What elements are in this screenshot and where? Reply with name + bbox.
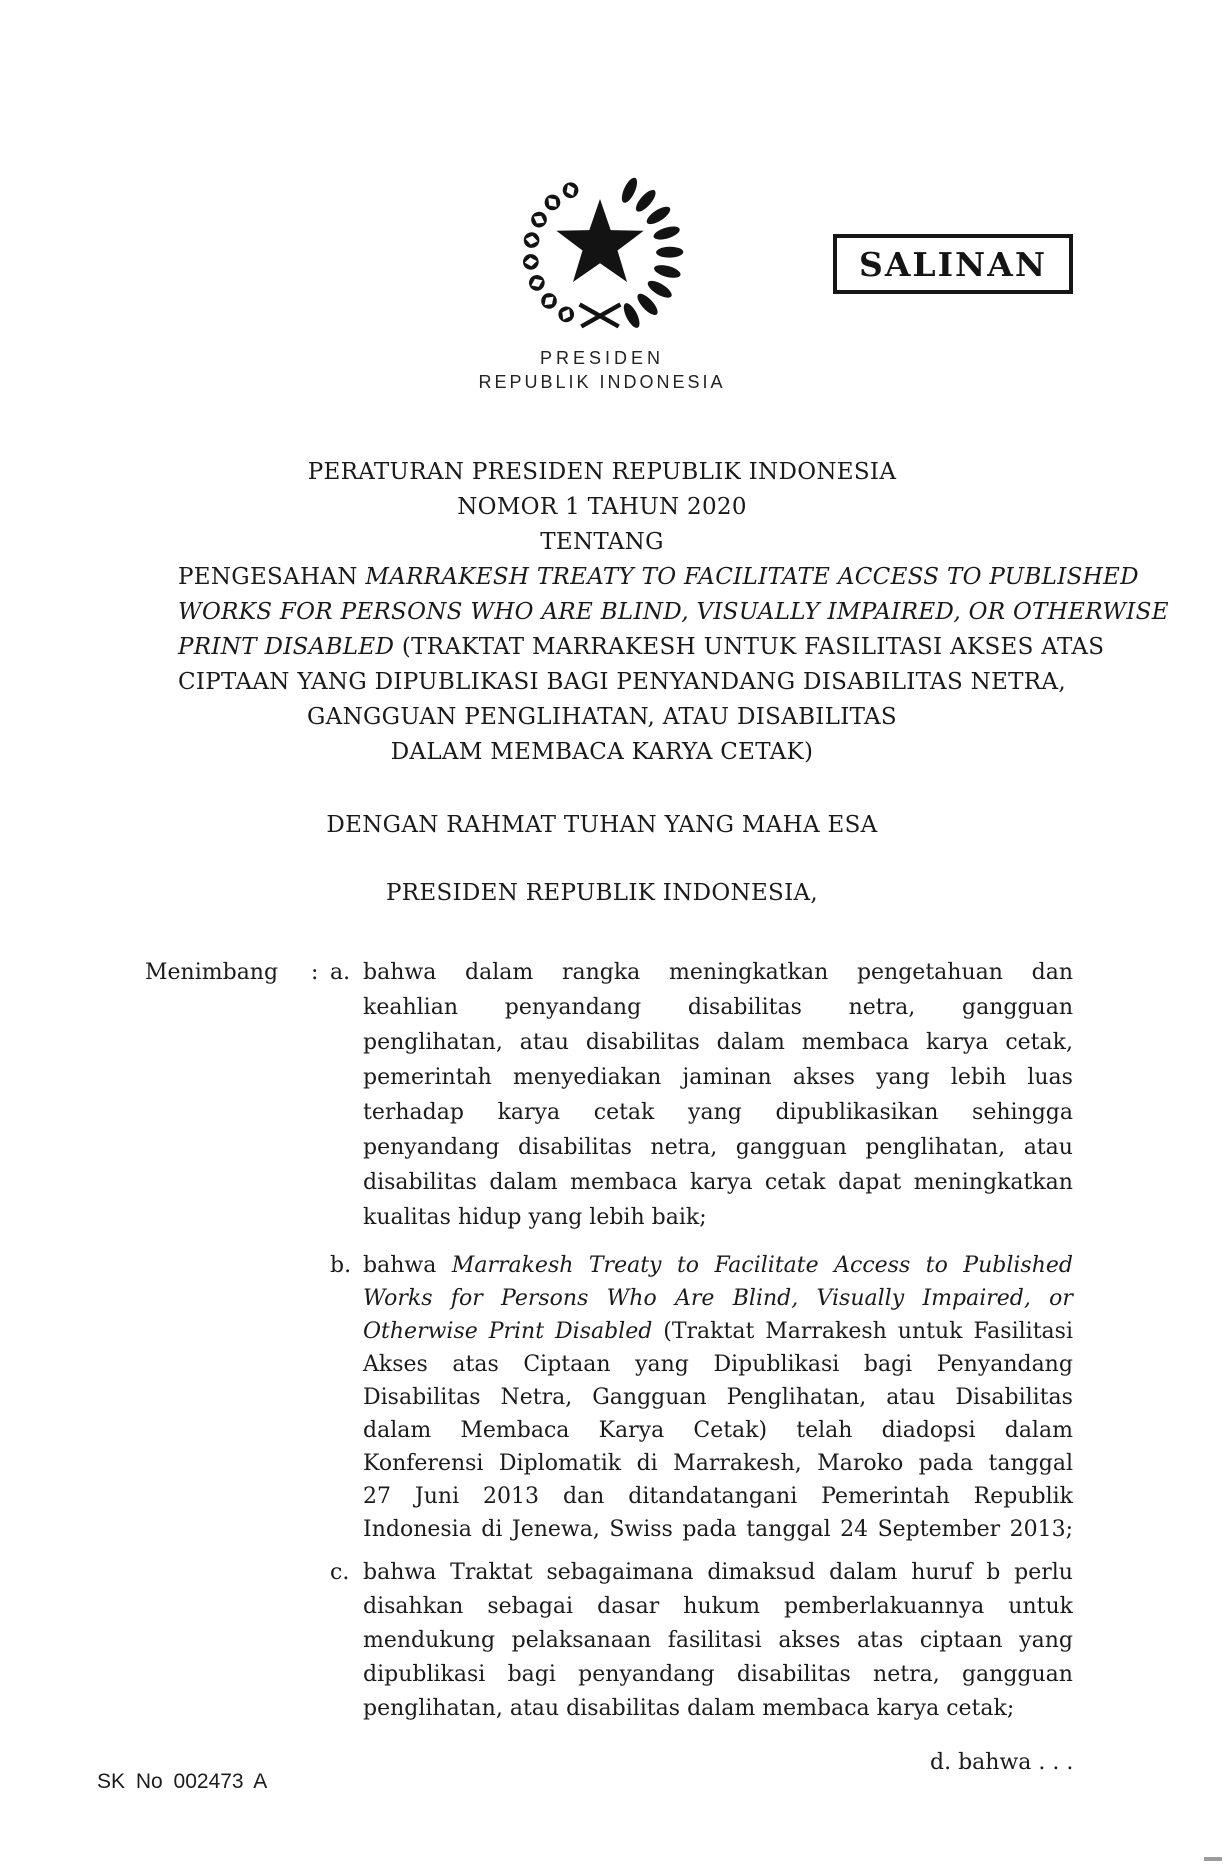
consideration-line: 27 Juni 2013 dan ditandatangani Pemerintah Republik <box>363 1484 1073 1509</box>
consideration-line: dalam Membaca Karya Cetak) telah diadopsi dalam <box>363 1418 1073 1443</box>
title-block <box>178 455 1169 770</box>
invocation-line: DENGAN RAHMAT TUHAN YANG MAHA ESA <box>326 812 878 838</box>
consideration-line: Otherwise Print Disabled (Traktat Marrakesh untuk Fasilitasi <box>363 1319 1073 1344</box>
consideration-line: Akses atas Ciptaan yang Dipublikasi bagi Penyandang <box>363 1352 1073 1377</box>
menimbang-label: Menimbang <box>145 960 279 985</box>
consideration-line: penglihatan, atau disabilitas dalam membaca karya cetak; <box>363 1696 1015 1721</box>
title-line-8: GANGGUAN PENGLIHATAN, ATAU DISABILITAS <box>307 704 897 730</box>
title-line-7: CIPTAAN YANG DIPUBLIKASI BAGI PENYANDANG DISABILITAS NETRA, <box>178 669 1066 695</box>
consideration-letter-a: a. <box>330 960 351 985</box>
consideration-line: mendukung pelaksanaan fasilitasi akses atas ciptaan yang <box>363 1628 1073 1653</box>
consideration-line: kualitas hidup yang lebih baik; <box>363 1205 707 1230</box>
catchword: d. bahwa . . . <box>930 1750 1074 1775</box>
authority-line: PRESIDEN REPUBLIK INDONESIA, <box>386 880 818 906</box>
consideration-line: bahwa Traktat sebagaimana dimaksud dalam huruf b perlu <box>363 1560 1073 1585</box>
consideration-line: penglihatan, atau disabilitas dalam membaca karya cetak, <box>363 1030 1073 1055</box>
consideration-line: Konferensi Diplomatik di Marrakesh, Maroko pada tanggal <box>363 1451 1073 1476</box>
title-line-5: WORKS FOR PERSONS WHO ARE BLIND, VISUALLY IMPAIRED, OR OTHERWISE <box>178 599 1169 625</box>
consideration-line: terhadap karya cetak yang dipublikasikan sehingga <box>363 1100 1073 1125</box>
consideration-letter-b: b. <box>330 1253 352 1278</box>
consideration-line: Indonesia di Jenewa, Swiss pada tanggal 24 September 2013; <box>363 1517 1073 1542</box>
letterhead-line1: PRESIDEN <box>539 348 665 368</box>
consideration-line: bahwa dalam rangka meningkatkan pengetahuan dan <box>363 960 1073 985</box>
title-line-1: PERATURAN PRESIDEN REPUBLIK INDONESIA <box>307 459 897 485</box>
consideration-line: disahkan sebagai dasar hukum pemberlakuannya untuk <box>363 1594 1073 1619</box>
title-line-4: PENGESAHAN MARRAKESH TREATY TO FACILITATE ACCESS TO PUBLISHED <box>178 564 1139 590</box>
title-line-3: TENTANG <box>540 529 664 555</box>
consideration-item-b <box>363 1249 1073 1546</box>
consideration-item-c <box>363 1556 1073 1726</box>
consideration-letter-c: c. <box>330 1560 350 1585</box>
letterhead <box>302 347 902 394</box>
salinan-stamp <box>833 234 1073 294</box>
consideration-line: Disabilitas Netra, Gangguan Penglihatan, atau Disabilitas <box>363 1385 1073 1410</box>
menimbang-colon: : <box>311 960 319 985</box>
letterhead-line2: REPUBLIK INDONESIA <box>478 372 726 392</box>
star-shape <box>556 199 643 282</box>
title-line-6: PRINT DISABLED (TRAKTAT MARRAKESH UNTUK FASILITASI AKSES ATAS <box>178 634 1105 660</box>
consideration-item-a <box>363 955 1073 1235</box>
doc-code: SK No 002473 A <box>97 1770 268 1793</box>
scan-corner-mark <box>1204 1857 1222 1861</box>
consideration-line: bahwa Marrakesh Treaty to Facilitate Access to Published <box>363 1253 1073 1278</box>
title-line-9: DALAM MEMBACA KARYA CETAK) <box>390 739 814 765</box>
salinan-stamp-label: SALINAN <box>858 244 1047 284</box>
consideration-line: disabilitas dalam membaca karya cetak dapat meningkatkan <box>363 1170 1073 1195</box>
consideration-line: Works for Persons Who Are Blind, Visually Impaired, or <box>363 1286 1073 1311</box>
title-line-2: NOMOR 1 TAHUN 2020 <box>457 494 747 520</box>
consideration-line: keahlian penyandang disabilitas netra, gangguan <box>363 995 1073 1020</box>
presidential-emblem-icon <box>515 162 685 338</box>
consideration-line: pemerintah menyediakan jaminan akses yang lebih luas <box>363 1065 1073 1090</box>
consideration-line: dipublikasi bagi penyandang disabilitas netra, gangguan <box>363 1662 1073 1687</box>
consideration-line: penyandang disabilitas netra, gangguan penglihatan, atau <box>363 1135 1073 1160</box>
